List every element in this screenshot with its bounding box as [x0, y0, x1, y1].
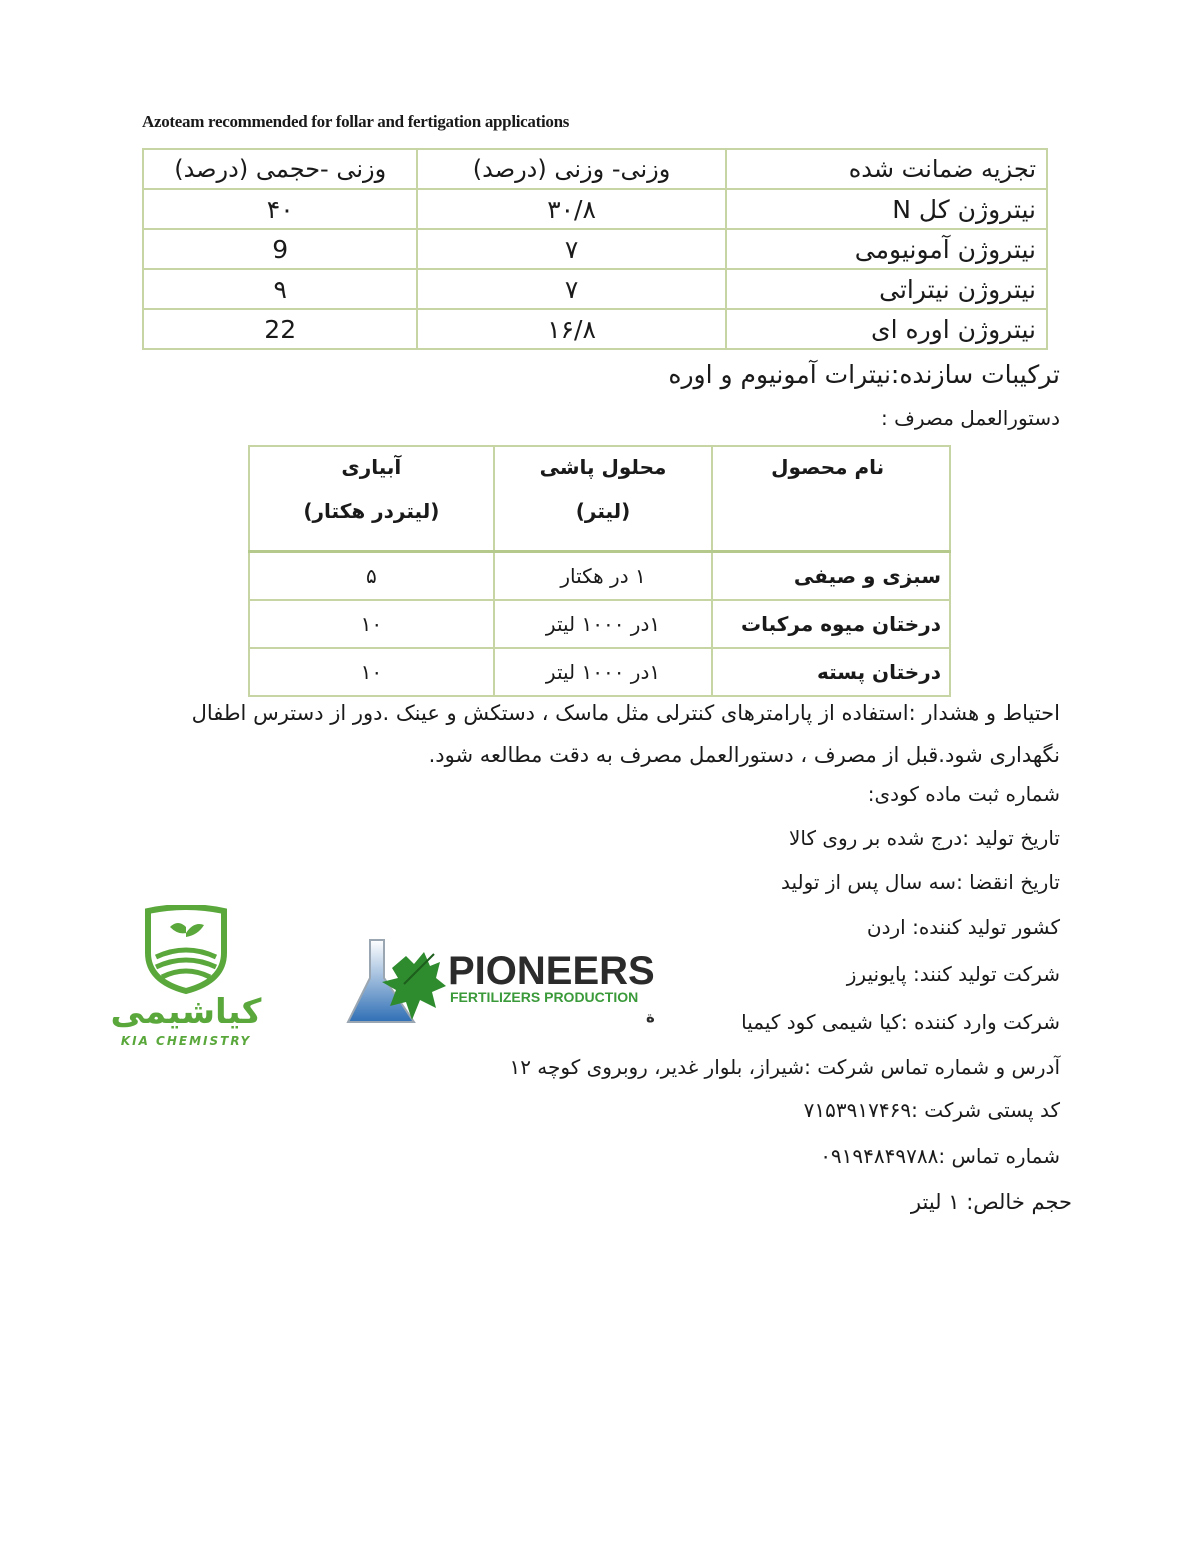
weight-volume-cell: ۴۰ — [143, 189, 417, 229]
document-title-en: Azoteam recommended for follar and fertigation applications — [142, 112, 570, 131]
weight-volume-cell: ۹ — [143, 269, 417, 309]
irrigation-cell: ۱۰ — [249, 600, 494, 648]
pioneers-subtitle: FERTILIZERS PRODUCTION — [450, 989, 639, 1005]
table-row — [249, 552, 950, 601]
header-cell: وزنی -حجمی (درصد) — [143, 149, 417, 189]
table-row — [143, 229, 1047, 269]
postal-code: کد پستی شرکت :۷۱۵۳۹۱۷۴۶۹ — [803, 1098, 1060, 1122]
crop-cell: درختان میوه مرکبات — [712, 600, 950, 648]
analysis-name-cell: نیتروژن اوره ای — [726, 309, 1047, 349]
weight-weight-cell: ۳۰/۸ — [417, 189, 725, 229]
guaranteed-analysis-table — [142, 148, 1048, 350]
foliar-cell: ۱در ۱۰۰۰ لیتر — [494, 648, 713, 696]
kia-english-text: KIA CHEMISTRY — [120, 1034, 252, 1048]
pioneers-arabic: ة — [646, 1008, 654, 1026]
header-cell — [494, 446, 713, 552]
header-line: نام محصول — [771, 455, 885, 479]
header-cell — [712, 446, 950, 552]
header-cell — [249, 446, 494, 552]
manufacturer: شرکت تولید کنند: پایونیرز — [846, 962, 1060, 986]
table-row — [143, 309, 1047, 349]
header-line: (لیتر) — [575, 499, 631, 523]
kia-chemistry-logo — [108, 905, 264, 1050]
irrigation-cell: ۱۰ — [249, 648, 494, 696]
crop-cell: درختان پسته — [712, 648, 950, 696]
expiry-date: تاریخ انقضا :سه سال پس از تولید — [780, 870, 1060, 894]
header-line: آبیاری — [341, 455, 402, 479]
warning-text: احتیاط و هشدار :استفاده از پارامترهای کنترلی مثل ماسک ، دستکش و عینک .دور از دسترس اطفال نگهداری شود.قبل از مصرف ، دستورالعمل مصرف به دقت مطالعه شود. — [191, 701, 1060, 767]
weight-volume-cell: 9 — [143, 229, 417, 269]
foliar-cell: ۱ در هکتار — [494, 552, 713, 601]
weight-weight-cell: ۷ — [417, 269, 725, 309]
net-volume: حجم خالص: ۱ لیتر — [910, 1190, 1072, 1214]
header-line: محلول پاشی — [539, 455, 667, 479]
pioneers-name: PIONEERS — [448, 949, 654, 993]
table-row — [249, 600, 950, 648]
weight-weight-cell: ۱۶/۸ — [417, 309, 725, 349]
registration-number: شماره ثبت ماده کودی: — [867, 782, 1060, 806]
analysis-name-cell: نیتروژن نیتراتی — [726, 269, 1047, 309]
usage-table — [248, 445, 951, 697]
analysis-name-cell: نیتروژن آمونیومی — [726, 229, 1047, 269]
leaf-shield-icon — [108, 905, 264, 1050]
leaf-flask-icon — [344, 938, 654, 1030]
table-row — [143, 269, 1047, 309]
production-date: تاریخ تولید :درج شده بر روی کالا — [788, 826, 1060, 850]
weight-volume-cell: 22 — [143, 309, 417, 349]
company-address: آدرس و شماره تماس شرکت :شیراز، بلوار غدیر، روبروی کوچه ۱۲ — [509, 1055, 1060, 1079]
header-line: (لیتردر هکتار) — [303, 499, 440, 523]
header-cell: وزنی- وزنی (درصد) — [417, 149, 725, 189]
header-cell: تجزیه ضمانت شده — [726, 149, 1047, 189]
importer: شرکت وارد کننده :کیا شیمی کود کیمیا — [741, 1010, 1060, 1034]
country-of-origin: کشور تولید کننده: اردن — [866, 915, 1060, 939]
analysis-name-cell: نیتروژن کل N — [726, 189, 1047, 229]
usage-instructions-heading: دستورالعمل مصرف : — [881, 406, 1060, 430]
crop-cell: سبزی و صیفی — [712, 552, 950, 601]
composition-text: ترکیبات سازنده:نیترات آمونیوم و اوره — [668, 360, 1060, 389]
pioneers-logo — [344, 938, 654, 1030]
weight-weight-cell: ۷ — [417, 229, 725, 269]
phone-number: شماره تماس :۰۹۱۹۴۸۴۹۷۸۸ — [820, 1144, 1060, 1168]
kia-arabic-text: کیاشیمی — [110, 992, 262, 1032]
table-header-row — [143, 149, 1047, 189]
foliar-cell: ۱در ۱۰۰۰ لیتر — [494, 600, 713, 648]
table-row — [249, 648, 950, 696]
table-row — [143, 189, 1047, 229]
irrigation-cell: ۵ — [249, 552, 494, 601]
table-header-row — [249, 446, 950, 552]
